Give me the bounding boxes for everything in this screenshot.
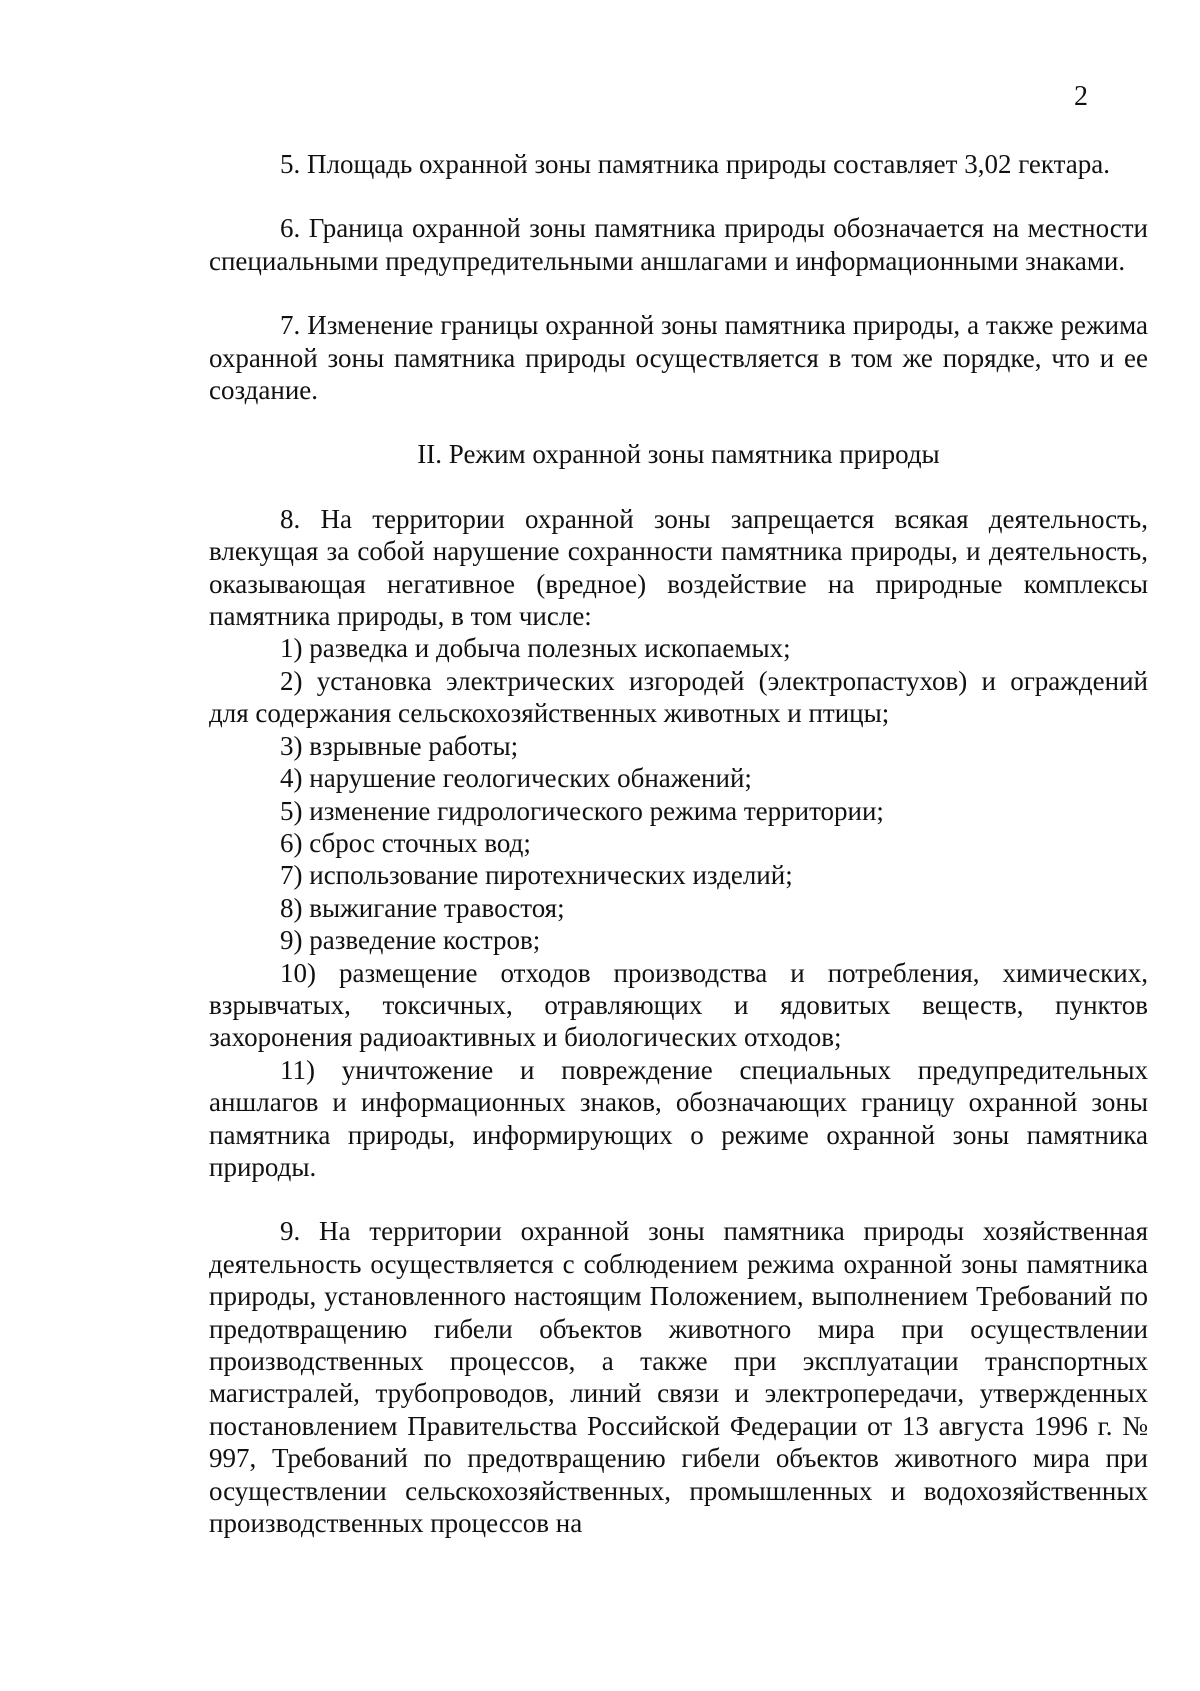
paragraph-gap [209,180,1148,212]
list-item: 9) разведение костров; [280,925,541,956]
paragraph-gap [209,471,1148,503]
paragraph-8-intro: 8. На территории охранной зоны запрещается всякая деятельность, влекущая за собой нарушение сохранности памятника природы, и деятельность, оказывающая негативное (вредное) воздействие на природные комплексы памятника природы, в том числе: [209,503,1148,632]
list-item: 10) размещение отходов производства и потребления, химических, взрывчатых, токсичных, отравляющих и ядовитых веществ, пунктов захоронения радиоактивных и биологических отходов; [209,957,1148,1053]
paragraph-6: 6. Граница охранной зоны памятника природы обозначается на местности специальными предупредительными аншлагами и информационными знаками. [209,213,1148,276]
list-item: 2) установка электрических изгородей (электропастухов) и ограждений для содержания сельскохозяйственных животных и птицы; [209,665,1148,729]
prohibited-activities-list [209,632,1148,1183]
list-item: 3) взрывные работы; [280,730,519,761]
list-item: 1) разведка и добыча полезных ископаемых; [280,633,791,664]
list-item: 7) использование пиротехнических изделий; [280,860,793,891]
list-item: 5) изменение гидрологического режима территории; [280,795,884,826]
page-number: 2 [1074,81,1088,112]
paragraph-gap [209,1183,1148,1215]
paragraph-gap [209,277,1148,309]
paragraph-7: 7. Изменение границы охранной зоны памятника природы, а также режима охранной зоны памятника природы осуществляется в том же порядке, что и ее создание. [209,310,1148,406]
paragraph-9: 9. На территории охранной зоны памятника природы хозяйственная деятельность осуществляется с соблюдением режима охранной зоны памятника природы, установленного настоящим Положением, выполнением Требований по предотвращению гибели объектов животного мира при осуществлении производственных процессов, а также при эксплуатации транспортных магистралей, трубопроводов, линий связи и электропередачи, утвержденных постановлением Правительства Российской Федерации от 13 августа 1996 г. № 997, Требований по предотвращению гибели объектов животного мира при осуществлении сельскохозяйственных, промышленных и водохозяйственных производственных процессов на [209,1216,1148,1539]
document-body [209,148,1148,1539]
list-item: 11) уничтожение и повреждение специальных предупредительных аншлагов и информационных знаков, обозначающих границу охранной зоны памятника природы, информирующих о режиме охранной зоны памятника природы. [209,1054,1148,1182]
section-heading: II. Режим охранной зоны памятника природы [417,439,940,470]
paragraph-gap [209,406,1148,438]
list-item: 8) выжигание травостоя; [280,892,565,923]
list-item: 4) нарушение геологических обнажений; [280,763,752,794]
paragraph-5: 5. Площадь охранной зоны памятника природы составляет 3,02 гектара. [280,149,1111,179]
list-item: 6) сброс сточных вод; [280,827,531,858]
